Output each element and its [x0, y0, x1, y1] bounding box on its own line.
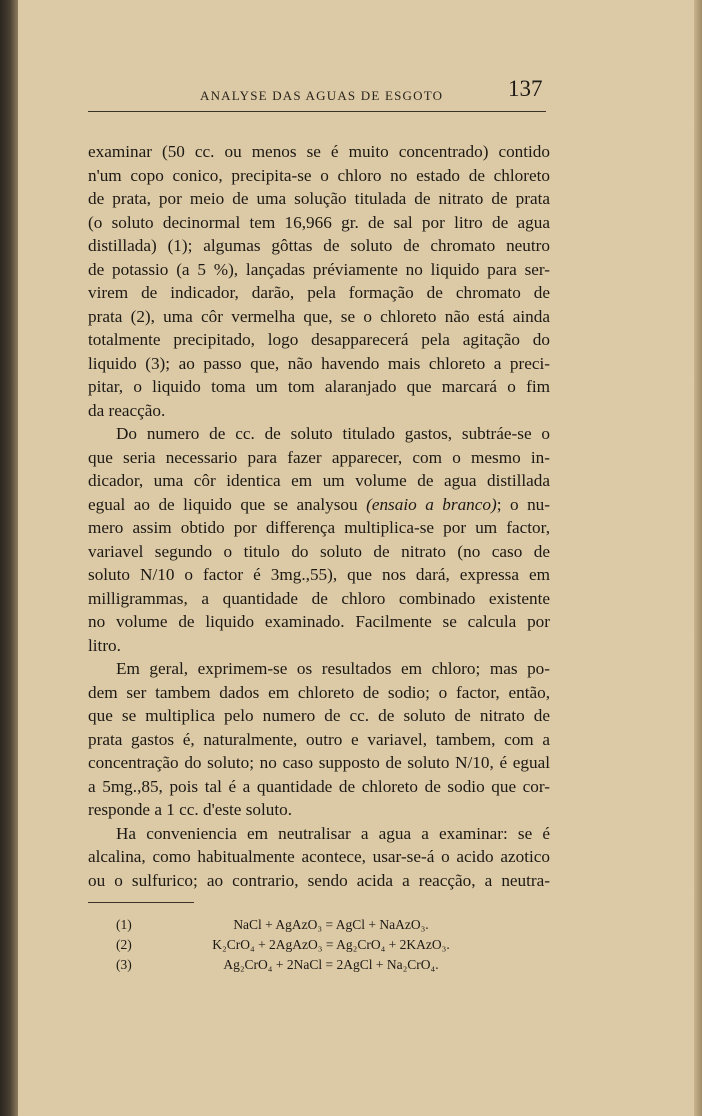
text-line: liquido (3); ao passo que, não havendo mais chloreto a preci-: [88, 353, 550, 373]
text-line: n'um copo conico, precipita-se o chloro no estado de chloreto: [88, 165, 550, 185]
text-line: litro.: [88, 635, 121, 655]
page-edge: [694, 0, 702, 1116]
text-line-with-italic: [88, 493, 550, 517]
text-line: (o soluto decinormal tem 16,966 gr. de sal por litro de agua: [88, 212, 550, 232]
footnote-formula: NaCl + AgAzO₃ = AgCl + NaAzO₃.: [233, 917, 429, 932]
text-line: virem de indicador, darão, pela formação de chromato de: [88, 283, 550, 302]
text-line: prata gastos é, naturalmente, outro e variavel, tambem, com a: [88, 729, 550, 749]
page-header: [88, 76, 548, 110]
text-line: de potassio (a 5 %), lançadas préviamente no liquido para ser-: [88, 259, 550, 279]
text-line: a 5mg.,85, pois tal é a quantidade de chloreto de sodio que cor-: [88, 776, 550, 796]
footnote-number: (3): [116, 957, 132, 972]
text-line: dem ser tambem dados em chloreto de sodio; o factor, então,: [88, 682, 550, 702]
italic-phrase: (ensaio a branco): [366, 494, 497, 514]
text-line: distillada) (1); algumas gôttas de soluto de chromato neutro: [88, 236, 550, 255]
footnote-rule: [88, 902, 194, 903]
text-line: responde a 1 cc. d'este soluto.: [88, 800, 293, 819]
footnote: [88, 955, 550, 975]
text-line: da reacção.: [88, 400, 166, 420]
text-line: Ha conveniencia em neutralisar a agua a examinar: se é: [116, 823, 550, 843]
text-line: variavel segundo o titulo do soluto de nitrato (no caso de: [88, 541, 550, 561]
footnote: [88, 935, 550, 955]
text-line: que seria necessario para fazer apparecer, com o mesmo in-: [88, 447, 550, 467]
text-line: Do numero de cc. de soluto titulado gastos, subtráe-se o: [116, 424, 550, 443]
footnote-number: (2): [116, 937, 132, 952]
text-line: soluto N/10 o factor é 3mg.,55), que nos dará, expressa em: [88, 565, 550, 584]
text-line: milligrammas, a quantidade de chloro combinado existente: [88, 588, 550, 608]
text-line: Em geral, exprimem-se os resultados em chloro; mas po-: [116, 659, 550, 678]
text-line: no volume de liquido examinado. Facilmente se calcula por: [88, 612, 550, 631]
text-line: totalmente precipitado, logo desapparecerá pela agitação do: [88, 330, 550, 349]
running-title: ANALYSE DAS AGUAS DE ESGOTO: [200, 88, 444, 103]
text-segment: egual ao de liquido que se analysou: [88, 494, 367, 514]
text-line: prata (2), uma côr vermelha que, se o chloreto não está ainda: [88, 306, 550, 326]
text-line: que se multiplica pelo numero de cc. de soluto de nitrato de: [88, 706, 550, 725]
text-line: de prata, por meio de uma solução titulada de nitrato de prata: [88, 189, 550, 208]
body-text: [88, 140, 550, 892]
text-line: mero assim obtido por differença multiplica-se por um factor,: [88, 518, 550, 537]
text-line: ou o sulfurico; ao contrario, sendo acida a reacção, a neutra-: [88, 870, 550, 890]
footnote-number: (1): [116, 917, 132, 932]
text-line: examinar (50 cc. ou menos se é muito concentrado) contido: [88, 142, 550, 161]
footnote-formula: K₂CrO₄ + 2AgAzO₃ = Ag₂CrO₄ + 2KAzO₃.: [212, 937, 450, 952]
text-line: dicador, uma côr identica em um volume de agua distillada: [88, 471, 550, 490]
text-segment: ; o nu-: [496, 494, 550, 514]
text-line: alcalina, como habitualmente acontece, usar-se-á o acido azotico: [88, 847, 550, 866]
footnote-formula: Ag₂CrO₄ + 2NaCl = 2AgCl + Na₂CrO₄.: [223, 957, 439, 972]
header-rule: [88, 111, 546, 112]
footnote: [88, 915, 550, 935]
page-number: 137: [508, 76, 543, 101]
footnotes: [88, 915, 550, 975]
text-line: pitar, o liquido toma um tom alaranjado que marcará o fim: [88, 377, 550, 396]
text-line: concentração do soluto; no caso supposto de soluto N/10, é egual: [88, 753, 550, 772]
book-spine-shadow: [0, 0, 18, 1116]
